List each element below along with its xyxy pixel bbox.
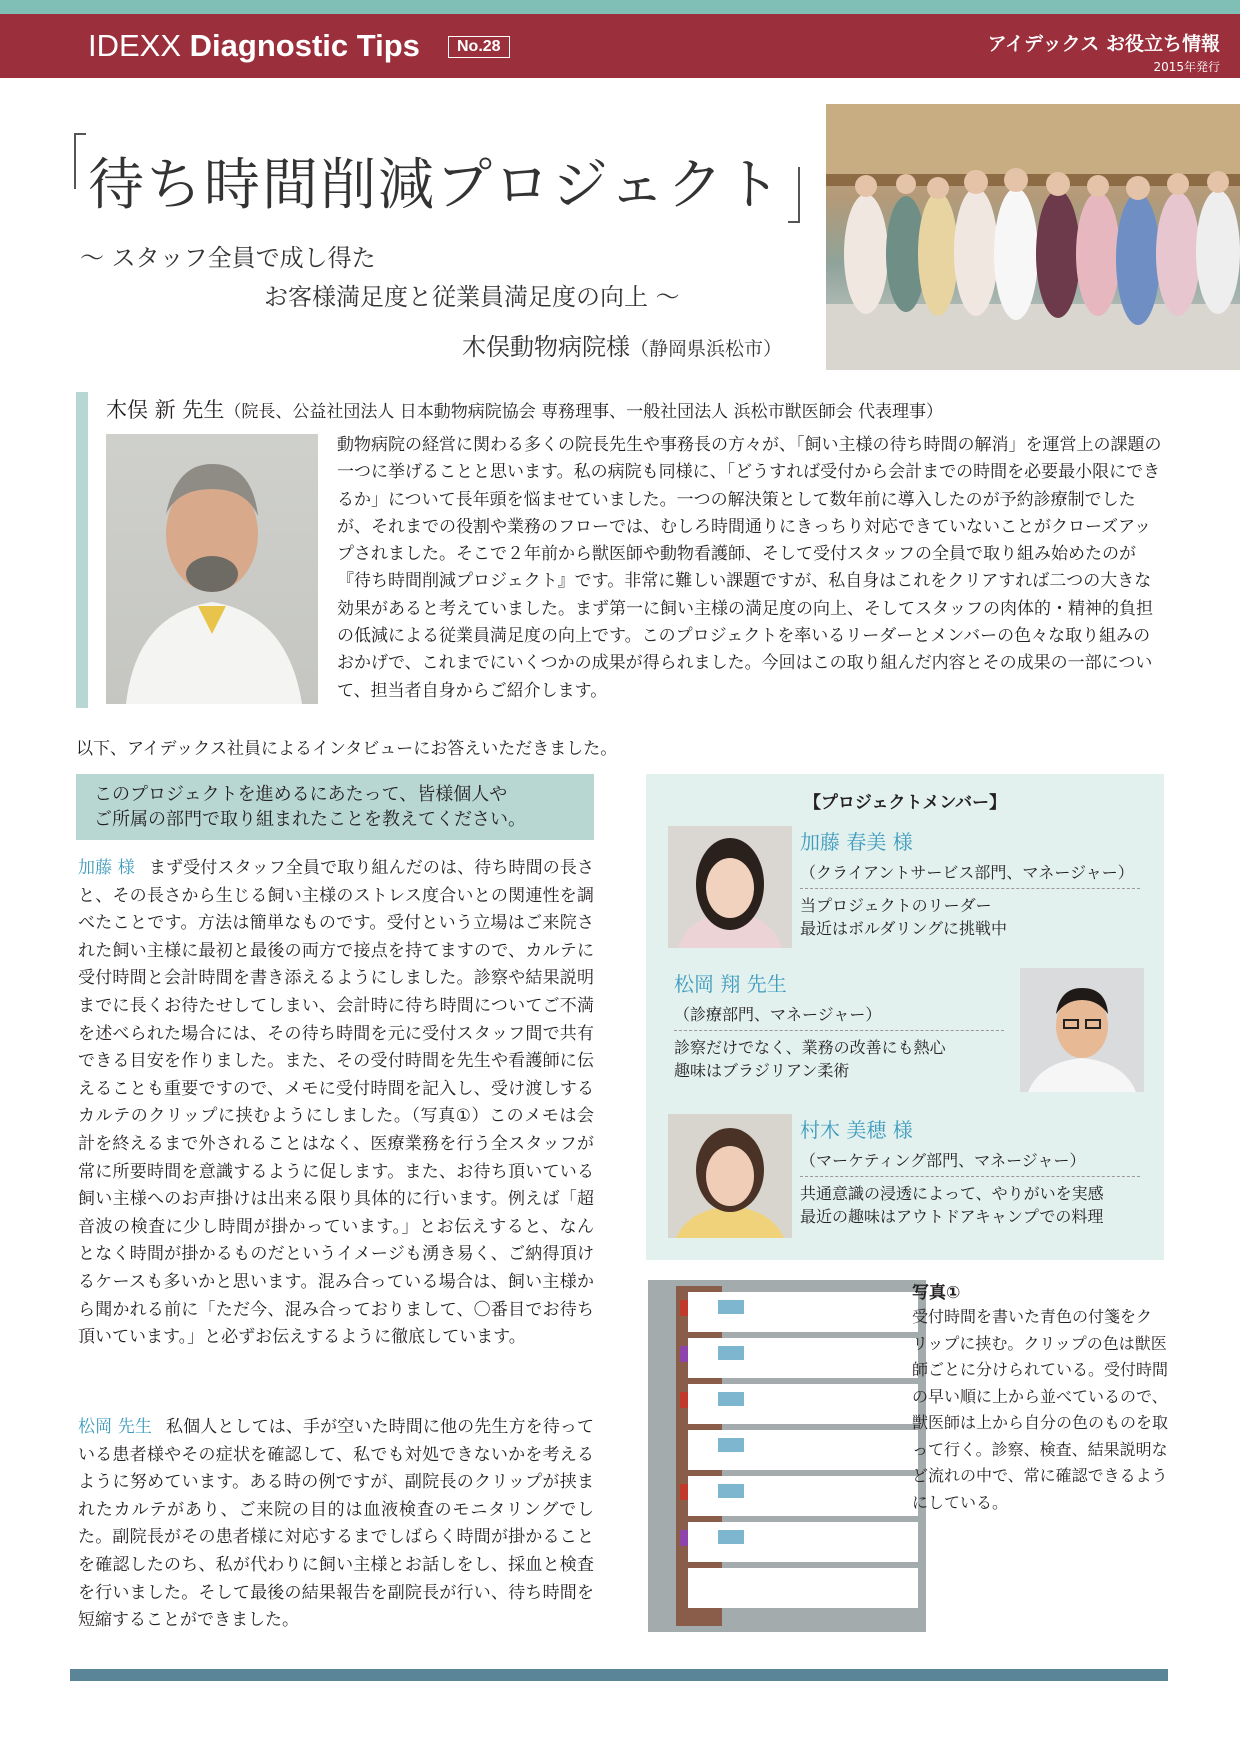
brand-title xyxy=(88,28,420,64)
director-name xyxy=(106,394,943,424)
member-2-desc-1: 診察だけでなく、業務の改善にも熱心 xyxy=(674,1038,946,1057)
member-1-photo xyxy=(668,826,792,948)
brand-name: Diagnostic Tips xyxy=(189,28,420,63)
member-3-desc-1: 共通意識の浸透によって、やりがいを実感 xyxy=(800,1184,1104,1203)
answer-kato-text: まず受付スタッフ全員で取り組んだのは、待ち時間の長さと、その長さから生じる飼い主様のストレス度合いとの関連性を調べたことです。方法は簡単なものです。受付という立場はご来院された飼い主様に最初と最後の両方で接点を持てますので、カルテに受付時間と会計時間を書き添えるようにしました。診察や結果説明までに長くお待たせしてしまい、会計時に待ち時間についてご不満を述べられた場合には、その待ち時間を元に受付スタッフ間で共有できる目安を作りました。また、その受付時間を先生や看護師に伝えることも重要ですので、メモに受付時間を記入し、受け渡しするカルテのクリップに挟むようにしました。（写真①）このメモは会計を終えるまで外されることはなく、医療業務を行う全スタッフが常に所要時間を意識するように促します。また、お待ち頂いている飼い主様へのお声掛けは出来る限り具体的に行います。例えば「超音波の検査に少し時間が掛かっています。」とお伝えすると、なんとなく時間が掛かるものだというイメージも湧き易く、ご納得頂けるケースも多いかと思います。混み合っている場合は、飼い主様から聞かれる前に「ただ今、混み合っておりまして、〇番目でお待ち頂いています。」と必ずお伝えするように徹底しています。 xyxy=(78,858,595,1348)
photo-caption-text: 受付時間を書いた青色の付箋をクリップに挟む。クリップの色は獣医師ごとに分けられている。受付時間の早い順に上から並べているので、獣医師は上から自分の色のものを取って行く。診察、検査、結果説明など流れの中で、常に確認できるようにしている。 xyxy=(912,1307,1169,1512)
director-name-text: 木俣 新 先生 xyxy=(106,398,225,422)
director-portrait xyxy=(106,434,318,704)
issue-number: No.28 xyxy=(448,36,510,58)
member-3-desc xyxy=(800,1182,1104,1228)
speaker-kato: 加藤 様 xyxy=(78,858,135,878)
publication-year: 2015年発行 xyxy=(1153,60,1220,74)
member-1-role: （クライアントサービス部門、マネージャー） xyxy=(800,863,1134,882)
member-2-divider xyxy=(674,1030,1004,1031)
newsletter-header xyxy=(0,14,1240,78)
staff-group-photo xyxy=(826,104,1240,370)
speaker-matsuoka: 松岡 先生 xyxy=(78,1417,153,1437)
header-right xyxy=(988,29,1220,75)
question-box xyxy=(76,774,594,840)
members-heading: 【プロジェクトメンバー】 xyxy=(803,793,1007,813)
hospital-name xyxy=(462,327,782,362)
memo-clip-photo xyxy=(648,1280,926,1632)
page-title: 待ち時間削減プロジェクト xyxy=(88,153,783,218)
member-2-photo xyxy=(1020,968,1144,1092)
member-3-name: 村木 美穂 様 xyxy=(800,1118,913,1142)
director-title: （院長、公益社団法人 日本動物病院協会 専務理事、一般社団法人 浜松市獣医師会 代表理事） xyxy=(224,402,943,422)
member-1-desc xyxy=(800,894,1007,940)
hospital-location: （静岡県浜松市） xyxy=(630,338,783,360)
subtitle-line-1: 〜 スタッフ全員で成し得た xyxy=(80,244,376,272)
member-2-role: （診療部門、マネージャー） xyxy=(674,1005,882,1024)
question-line-2: ご所属の部門で取り組まれたことを教えてください。 xyxy=(94,809,526,830)
brand-prefix: IDEXX xyxy=(88,28,182,63)
member-3-desc-2: 最近の趣味はアウトドアキャンプでの料理 xyxy=(800,1207,1104,1226)
title-bracket-close xyxy=(788,167,800,223)
member-3-role: （マーケティング部門、マネージャー） xyxy=(800,1151,1086,1170)
subtitle-line-2: お客様満足度と従業員満足度の向上 〜 xyxy=(264,283,680,311)
member-2-desc-2: 趣味はブラジリアン柔術 xyxy=(674,1061,850,1080)
member-2-name: 松岡 翔 先生 xyxy=(674,972,787,996)
question-line-1: このプロジェクトを進めるにあたって、皆様個人や xyxy=(94,784,508,805)
answer-kato xyxy=(78,855,594,1352)
photo-caption-title: 写真① xyxy=(912,1283,961,1303)
intro-accent-bar xyxy=(76,392,88,708)
member-1-desc-1: 当プロジェクトのリーダー xyxy=(800,896,992,915)
member-3-photo xyxy=(668,1114,792,1238)
interview-lead: 以下、アイデックス社員によるインタビューにお答えいただきました。 xyxy=(76,739,618,759)
footer-rule xyxy=(70,1669,1168,1681)
member-1-divider xyxy=(800,888,1140,889)
member-2-desc xyxy=(674,1036,946,1082)
answer-matsuoka-text: 私個人としては、手が空いた時間に他の先生方を待っている患者様やその症状を確認して、私でも対処できないかを考えるように努めています。ある時の例ですが、副院長のクリップが挟まれたカルテがあり、ご来院の目的は血液検査のモニタリングでした。副院長がその患者様に対応するまでしばらく時間が掛かることを確認したのち、私が代わりに飼い主様とお話しをし、採血と検査を行いました。そして最後の結果報告を副院長が行い、待ち時間を短縮することができました。 xyxy=(78,1417,595,1631)
member-3-divider xyxy=(800,1176,1140,1177)
top-accent-stripe xyxy=(0,0,1240,14)
title-block xyxy=(74,133,800,223)
hospital-label: 木俣動物病院様 xyxy=(462,333,630,361)
title-bracket-open xyxy=(74,133,86,189)
member-1-name: 加藤 春美 様 xyxy=(800,830,913,854)
answer-matsuoka xyxy=(78,1414,594,1635)
member-1-desc-2: 最近はボルダリングに挑戦中 xyxy=(800,919,1008,938)
header-series-title: アイデックス お役立ち情報 xyxy=(987,33,1220,55)
intro-text: 動物病院の経営に関わる多くの院長先生や事務長の方々が、「飼い主様の待ち時間の解消」を運営上の課題の一つに挙げることと思います。私の病院も同様に、「どうすれば受付から会計までの時間を必要最小限にできるか」について長年頭を悩ませていました。一つの解決策として数年前に導入したのが予約診療制でしたが、それまでの役割や業務のフローでは、むしろ時間通りにきっちり対応できていないことがクローズアップされました。そこで２年前から獣医師や動物看護師、そして受付スタッフの全員で取り組み始めたのが『待ち時間削減プロジェクト』です。非常に難しい課題ですが、私自身はこれをクリアすれば二つの大きな効果があると考えていました。まず第一に飼い主様の満足度の向上、そしてスタッフの肉体的・精神的負担の低減による従業員満足度の向上です。このプロジェクトを率いるリーダーとメンバーの色々な取り組みのおかげで、これまでにいくつかの成果が得られました。今回はこの取り組んだ内容とその成果の一部について、担当者自身からご紹介します。 xyxy=(337,435,1162,701)
